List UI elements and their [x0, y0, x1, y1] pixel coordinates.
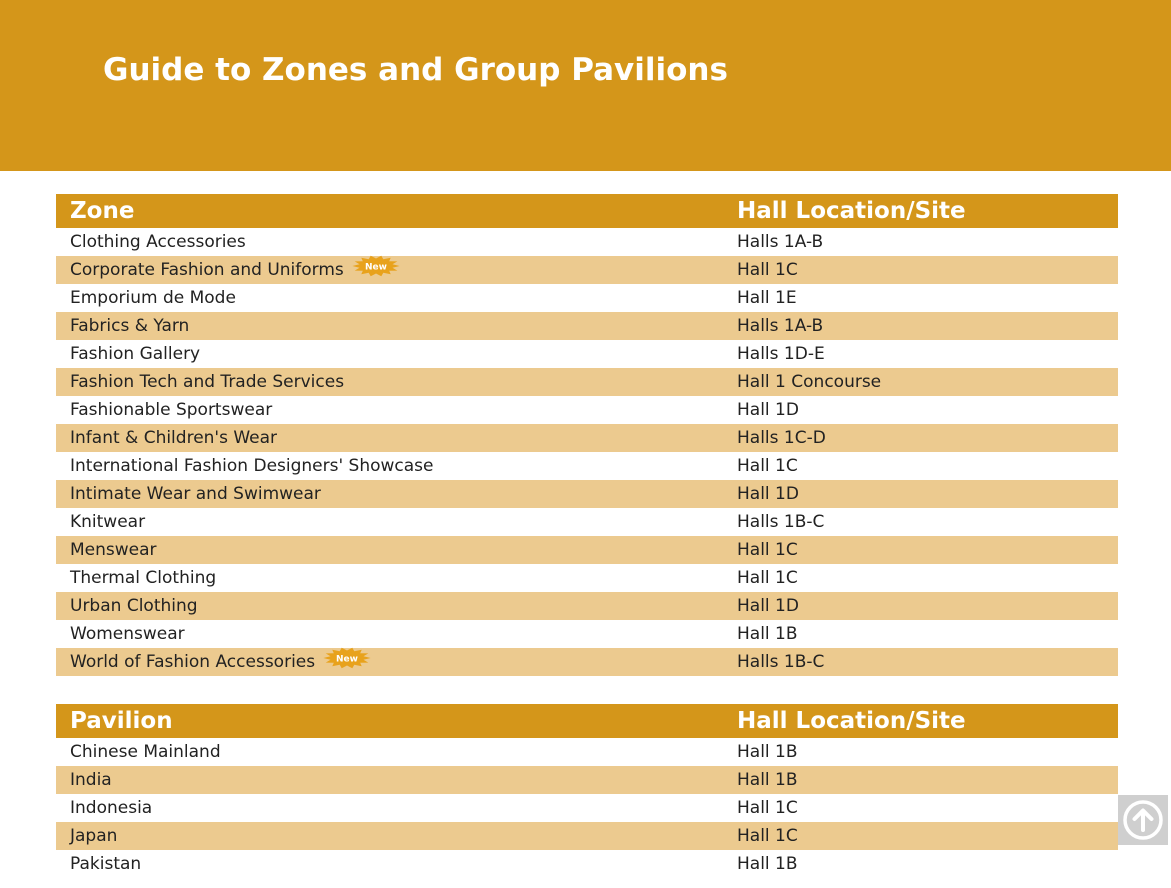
new-badge-icon — [323, 647, 371, 674]
zone-row — [56, 424, 1118, 452]
zone-location-cell: Hall 1B — [737, 624, 798, 644]
zone-row — [56, 228, 1118, 256]
zone-name: Infant & Children's Wear — [70, 428, 278, 448]
zone-name: Fashionable Sportswear — [70, 400, 273, 420]
zone-row — [56, 564, 1118, 592]
zone-name: Fabrics & Yarn — [70, 316, 190, 336]
zone-name: International Fashion Designers' Showcase — [70, 456, 434, 476]
pavilion-location-cell: Hall 1B — [737, 854, 798, 874]
zone-name-cell — [56, 368, 723, 396]
zone-location-cell: Halls 1A-B — [723, 312, 1118, 340]
zone-location-cell: Halls 1C-D — [723, 424, 1118, 452]
zone-name: Urban Clothing — [70, 596, 198, 616]
zone-row — [56, 452, 1118, 480]
zone-location-cell: Halls 1B-C — [737, 512, 825, 532]
zone-name-cell — [56, 536, 723, 564]
pavilion-location-cell: Hall 1B — [737, 742, 798, 762]
zone-row — [56, 648, 1118, 676]
location-column-header: Hall Location/Site — [723, 704, 1118, 738]
zones-table — [56, 194, 1118, 676]
zone-location-cell: Hall 1E — [737, 288, 797, 308]
zone-location-cell: Hall 1C — [723, 536, 1118, 564]
pavilion-row — [56, 850, 1118, 878]
zone-location-cell: Halls 1D-E — [737, 344, 825, 364]
pavilion-row — [56, 794, 1118, 822]
pavilion-column-header: Pavilion — [56, 704, 723, 738]
pavilion-name-cell: Indonesia — [70, 798, 153, 818]
zones-header-row — [56, 194, 1118, 228]
location-column-header: Hall Location/Site — [723, 194, 1118, 228]
zone-location-cell: Halls 1A-B — [737, 232, 824, 252]
pavilion-name-cell: Chinese Mainland — [70, 742, 221, 762]
pavilion-row — [56, 766, 1118, 794]
zone-name: Clothing Accessories — [70, 232, 246, 252]
zone-name-cell — [56, 340, 723, 368]
zone-row — [56, 536, 1118, 564]
zone-row — [56, 508, 1118, 536]
new-badge-icon — [352, 255, 400, 282]
page-header — [0, 0, 1171, 171]
pavilion-row — [56, 738, 1118, 766]
zone-location-cell: Hall 1D — [723, 480, 1118, 508]
pavilions-table-body — [56, 738, 1118, 878]
zone-name: Corporate Fashion and Uniforms — [70, 260, 344, 280]
pavilion-name-cell: Japan — [56, 822, 723, 850]
zone-name-cell — [56, 508, 723, 536]
zone-name-cell — [56, 480, 723, 508]
zone-row — [56, 620, 1118, 648]
zone-name-cell — [56, 396, 723, 424]
zone-name-cell — [56, 592, 723, 620]
zone-location-cell: Halls 1B-C — [723, 648, 1118, 676]
zone-location-cell: Hall 1D — [723, 592, 1118, 620]
zone-row — [56, 284, 1118, 312]
pavilion-name-cell: Pakistan — [70, 854, 142, 874]
arrow-up-circle-icon — [1122, 799, 1164, 841]
scroll-to-top-button[interactable] — [1118, 795, 1168, 845]
zone-name-cell — [56, 256, 723, 284]
zone-name-cell — [56, 424, 723, 452]
zone-name-cell — [56, 284, 723, 312]
zone-name-cell — [56, 228, 723, 256]
pavilion-location-cell: Hall 1C — [723, 822, 1118, 850]
zone-row — [56, 396, 1118, 424]
zones-table-body — [56, 228, 1118, 676]
zone-row — [56, 312, 1118, 340]
zone-name: World of Fashion Accessories — [70, 652, 316, 672]
pavilions-table — [56, 704, 1118, 878]
svg-text:New: New — [364, 262, 387, 273]
zone-row — [56, 340, 1118, 368]
pavilions-header-row — [56, 704, 1118, 738]
zone-name-cell — [56, 564, 723, 592]
zone-name-cell — [56, 620, 723, 648]
zone-name: Fashion Gallery — [70, 344, 201, 364]
zone-location-cell: Hall 1C — [723, 256, 1118, 284]
zone-row — [56, 480, 1118, 508]
page-title: Guide to Zones and Group Pavilions — [103, 52, 728, 88]
zone-name-cell — [56, 452, 723, 480]
pavilion-location-cell: Hall 1B — [723, 766, 1118, 794]
zone-name-cell — [56, 312, 723, 340]
zone-name: Knitwear — [70, 512, 146, 532]
zone-location-cell: Hall 1C — [737, 568, 798, 588]
zone-name: Intimate Wear and Swimwear — [70, 484, 321, 504]
zone-name: Emporium de Mode — [70, 288, 236, 308]
pavilion-name-cell: India — [56, 766, 723, 794]
pavilion-location-cell: Hall 1C — [737, 798, 798, 818]
zone-name: Menswear — [70, 540, 157, 560]
zone-location-cell: Hall 1C — [737, 456, 798, 476]
svg-text:New: New — [336, 654, 359, 665]
zone-row — [56, 368, 1118, 396]
zone-name: Womenswear — [70, 624, 185, 644]
zone-column-header: Zone — [56, 194, 723, 228]
pavilion-row — [56, 822, 1118, 850]
zone-name-cell — [56, 648, 723, 676]
zone-row — [56, 592, 1118, 620]
zone-row — [56, 256, 1118, 284]
zone-location-cell: Hall 1 Concourse — [723, 368, 1118, 396]
zone-name: Thermal Clothing — [70, 568, 217, 588]
zone-location-cell: Hall 1D — [737, 400, 799, 420]
zone-name: Fashion Tech and Trade Services — [70, 372, 345, 392]
